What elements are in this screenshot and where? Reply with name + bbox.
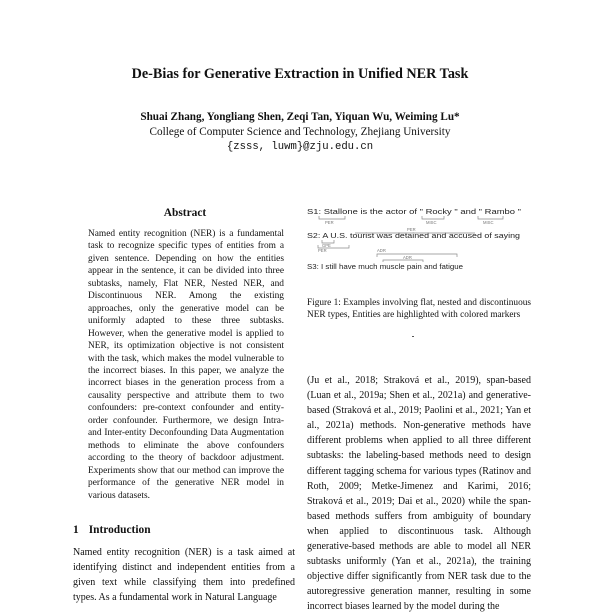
- section-title: Introduction: [88, 524, 151, 536]
- tag-label: PER: [407, 227, 416, 232]
- paper-title: De-Bias for Generative Extraction in Unified NER Task: [131, 66, 469, 82]
- tag-label: PER: [325, 220, 334, 225]
- figure-caption: Figure 1: Examples involving flat, nested and discontinuous NER types, Entities are highlighted with colored markers: [307, 298, 531, 321]
- entity-marker-stallone: [319, 216, 345, 219]
- tag-label: ADR: [403, 255, 412, 260]
- contact-email: {zsss, luwm}@zju.edu.cn: [226, 141, 374, 153]
- tag-label: PER: [318, 248, 327, 253]
- section-heading-introduction: [73, 524, 151, 536]
- entity-marker-muscle-fatigue: [377, 254, 457, 257]
- section-number: 1: [73, 524, 79, 536]
- author-list: Shuai Zhang, Yongliang Shen, Zeqi Tan, Yiquan Wu, Weiming Lu*: [140, 111, 460, 123]
- tag-label: MISC: [483, 220, 494, 225]
- abstract-body: Named entity recognition (NER) is a fundamental task to recognize specific types of entities from a given sentence. Depending on how the entities appear in the sentence, it can be divided into three subtasks, namely, Flat NER, Nested NER, and Discontinuous NER. Among the existing approaches, only the generative model can be uniformly adapted to these three subtasks. However, when the generative model is applied to NER, its optimization objective is not consistent with the task, which makes the model vulnerable to the incorrect biases. In this paper, we analyze the incorrect biases in the generation process from a causality perspective and attribute them to two confounders: pre-context confounder and entity-order confounder. Furthermore, we design Intra- and Inter-entity Deconfounding Data Augmentation methods to eliminate the above confounders according to the theory of backdoor adjustment. Experiments show that our method can improve the performance of the generative NER model in various datasets.: [88, 229, 284, 501]
- stray-mark: [412, 336, 414, 337]
- entity-marker-rocky: [422, 216, 444, 219]
- column-two-body: (Ju et al., 2018; Straková et al., 2019), span-based (Luan et al., 2019a; Shen et al., 2021a) and generative-based (Straková et al., 2019; Paolini et al., 2021; Yan et al., 2021a) methods. Non-generative methods have different problems when applied to all three different subtasks: the labeling-based methods need to design different tagging schema for various types (Ratinov and Roth, 2009; Metke-Jimenez and Karimi, 2016; Straková et al., 2019; Dai et al., 2020) while the span-based methods suffers from ambiguity of boundary when applied to discontinuous task. Although generative-based methods are able to model all NER subtasks uniformly (Yan et al., 2021a), the training objective differ significantly from NER task due to the autoregressive generation manner, resulting in some incorrect biases learned by the model during the: [307, 375, 531, 613]
- tag-label: MISC: [426, 220, 437, 225]
- affiliation: College of Computer Science and Technology, Zhejiang University: [149, 126, 451, 138]
- ner-example-figure: [307, 205, 531, 277]
- introduction-body: Named entity recognition (NER) is a task aimed at identifying distinct and independent entities from a given text while classifying them into predefined types. As a fundamental work in Natural Language: [73, 547, 295, 603]
- tag-label: GPE: [322, 243, 331, 248]
- figure-sentence-s1: S1: Stallone is the actor of " Rocky " and " Rambo ": [307, 207, 522, 216]
- tag-label: ADR: [377, 248, 386, 253]
- figure-sentence-s3: S3: I still have much muscle pain and fatigue: [307, 262, 463, 271]
- abstract-heading: Abstract: [163, 207, 207, 219]
- figure-sentence-s2: S2: A U.S. tourist was detained and accused of saying: [307, 231, 520, 240]
- entity-marker-rambo: [478, 216, 503, 219]
